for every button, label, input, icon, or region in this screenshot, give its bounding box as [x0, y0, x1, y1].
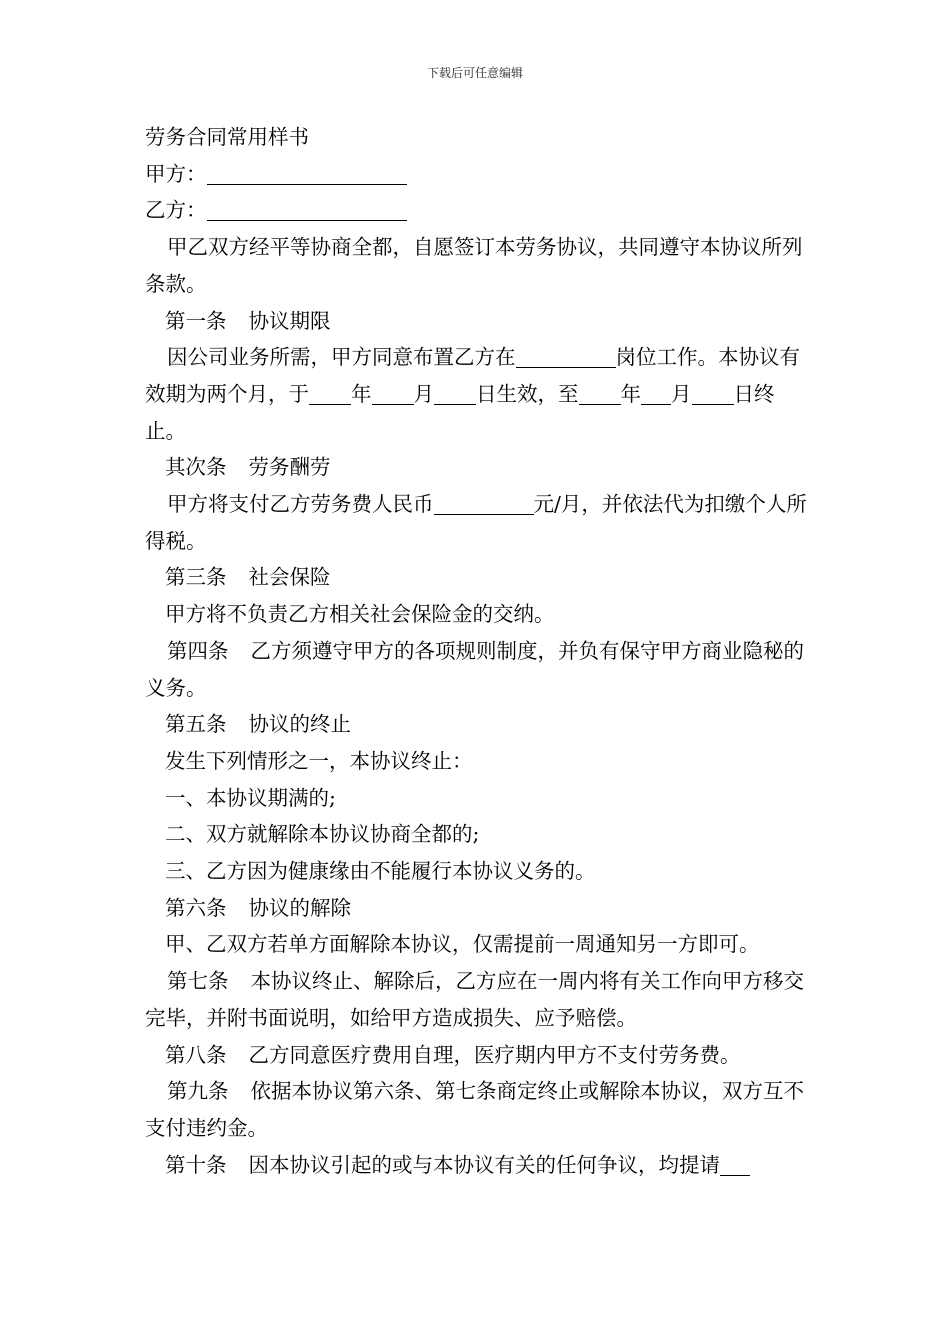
article-1-paragraph	[145, 339, 807, 449]
article-3-number: 第三条	[165, 565, 227, 590]
start-day-blank[interactable]	[434, 382, 476, 405]
article-9-paragraph	[145, 1073, 807, 1146]
article-10-paragraph	[145, 1147, 807, 1184]
intro-paragraph: 甲乙双方经平等协商全都，自愿签订本劳务协议，共同遵守本协议所列条款。	[145, 235, 803, 296]
article-2-heading-line	[145, 449, 807, 486]
end-month-blank[interactable]	[641, 382, 671, 405]
article-8-number: 第八条	[165, 1042, 227, 1067]
end-year-label: 年	[620, 381, 641, 406]
article-2-text-b: 元/月，并依法代为扣缴个人所得税。	[145, 492, 807, 553]
end-month-label: 月	[671, 381, 692, 406]
article-2-text-a: 甲方将支付乙方劳务费人民币	[167, 492, 434, 517]
article-3-paragraph: 甲方将不负责乙方相关社会保险金的交纳。	[165, 602, 555, 627]
article-6-number: 第六条	[165, 895, 227, 920]
end-day-blank[interactable]	[692, 382, 734, 405]
article-8-paragraph	[145, 1037, 807, 1074]
article-3-title: 社会保险	[248, 565, 331, 590]
position-blank[interactable]	[516, 345, 616, 368]
article-8-text: 乙方同意医疗费用自理，医疗期内甲方不支付劳务费。	[248, 1042, 741, 1067]
article-9-number: 第九条	[167, 1079, 229, 1104]
article-5-item-1: 一、本协议期满的;	[165, 785, 336, 810]
party-a-blank[interactable]	[207, 162, 407, 185]
article-1-title: 协议期限	[248, 308, 331, 333]
article-2-number: 其次条	[165, 455, 227, 480]
article-4-number: 第四条	[167, 638, 229, 663]
party-b-line	[145, 192, 807, 229]
article-7-number: 第七条	[167, 969, 229, 994]
article-7-paragraph	[145, 963, 807, 1036]
article-1-heading-line	[145, 303, 807, 340]
start-year-label: 年	[351, 381, 372, 406]
party-a-line	[145, 156, 807, 193]
article-7-text: 本协议终止、解除后，乙方应在一周内将有关工作向甲方移交完毕，并附书面说明，如给甲方造成损失、应予赔偿。	[145, 969, 804, 1030]
article-1-number: 第一条	[165, 308, 227, 333]
end-year-blank[interactable]	[579, 382, 621, 405]
fee-blank[interactable]	[434, 492, 534, 515]
article-6-title: 协议的解除	[248, 895, 351, 920]
article-10-number: 第十条	[165, 1152, 227, 1177]
article-6-paragraph: 甲、乙双方若单方面解除本协议，仅需提前一周通知另一方即可。	[165, 932, 760, 957]
start-month-label: 月	[413, 381, 434, 406]
article-5-item-3: 三、乙方因为健康缘由不能履行本协议义务的。	[165, 859, 596, 884]
article-4-paragraph	[145, 633, 807, 706]
party-b-blank[interactable]	[207, 198, 407, 221]
contract-body	[145, 119, 807, 1183]
article-5-title: 协议的终止	[248, 712, 351, 737]
article-10-text: 因本协议引起的或与本协议有关的任何争议，均提请	[248, 1152, 720, 1177]
article-6-heading-line	[145, 890, 807, 927]
article-1-text-a: 因公司业务所需，甲方同意布置乙方在	[167, 345, 516, 370]
document-title: 劳务合同常用样书	[145, 125, 309, 149]
page-header: 下载后可任意编辑	[426, 66, 523, 80]
article-5-heading-line	[145, 706, 807, 743]
party-b-label: 乙方：	[145, 198, 207, 223]
article-3-heading-line	[145, 559, 807, 596]
article-5-intro: 发生下列情形之一，本协议终止：	[165, 748, 473, 773]
article-1-text-b: 岗位工作。本协议有效期为两个月，于	[145, 345, 800, 406]
start-year-blank[interactable]	[309, 382, 351, 405]
article-5-item-2: 二、双方就解除本协议协商全都的;	[165, 822, 480, 847]
start-day-label: 日生效，至	[476, 381, 579, 406]
end-day-label: 日终止。	[145, 381, 775, 443]
start-month-blank[interactable]	[372, 382, 414, 405]
article-2-title: 劳务酬劳	[248, 455, 331, 480]
article-9-text: 依据本协议第六条、第七条商定终止或解除本协议，双方互不支付违约金。	[145, 1079, 804, 1140]
article-2-paragraph	[145, 486, 807, 559]
article-5-number: 第五条	[165, 712, 227, 737]
party-a-label: 甲方：	[145, 161, 207, 186]
article-4-text: 乙方须遵守甲方的各项规则制度，并负有保守甲方商业隐秘的义务。	[145, 638, 804, 700]
arbitration-blank[interactable]	[720, 1153, 750, 1176]
